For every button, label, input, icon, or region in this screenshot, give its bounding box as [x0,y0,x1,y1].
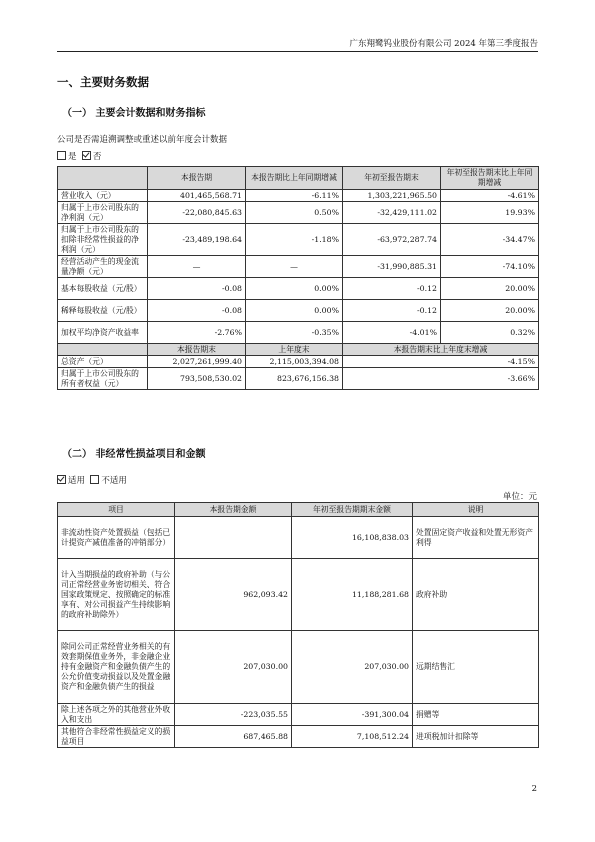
table-cell: -32,429,111.02 [343,202,441,224]
table-cell: -0.12 [343,300,441,322]
column-header: 年初至报告期末比上年同期增减 [441,167,539,190]
table-row [58,322,539,344]
table-cell: 0.50% [246,202,343,224]
table-cell: -34.47% [441,224,539,256]
header-divider [57,51,538,52]
restatement-question: 公司是否需追溯调整或重述以前年度会计数据 [57,135,228,145]
table-cell: -22,080,845.63 [148,202,246,224]
row-label: 非流动性资产处置损益（包括已计提资产减值准备的冲销部分） [58,517,175,559]
table-row [58,202,539,224]
table-cell: -2.76% [148,322,246,344]
table-cell: -31,990,885.31 [343,256,441,278]
row-note: 进项税加计扣除等 [413,726,539,748]
subsection-title-financial-data: （一） 主要会计数据和财务指标 [62,108,206,119]
table-cell: — [148,256,246,278]
table-cell: 823,676,156.38 [246,368,343,390]
row-note: 捐赠等 [413,704,539,726]
table-row [58,704,539,726]
table-row [58,517,539,559]
row-label: 归属于上市公司股东的扣除非经常性损益的净利润（元） [58,224,148,256]
page-number: 2 [531,784,537,794]
checkbox-no[interactable] [82,151,91,160]
column-header [58,344,148,356]
column-header: 年初至报告期末 [343,167,441,190]
not-applicable-label: 不适用 [101,476,127,486]
table-cell: 793,508,530.02 [148,368,246,390]
column-header: 本报告期 [148,167,246,190]
column-header: 本报告期末 [148,344,246,356]
table-cell: -0.08 [148,278,246,300]
column-header: 项目 [58,503,175,517]
table-row [58,631,539,704]
checkbox-not-applicable[interactable] [90,475,99,484]
row-label: 归属于上市公司股东的净利润（元） [58,202,148,224]
checkbox-yes[interactable] [57,151,66,160]
table-cell: -4.61% [441,190,539,202]
column-header: 年初至报告期期末金额 [292,503,413,517]
table-cell: 207,030.00 [292,631,413,704]
table-cell: -74.10% [441,256,539,278]
unit-label: 单位：元 [502,492,537,502]
row-label: 营业收入（元） [58,190,148,202]
restatement-options [57,150,101,162]
table-row [58,224,539,256]
table-cell: -23,489,198.64 [148,224,246,256]
row-note: 政府补助 [413,559,539,631]
table-cell: 401,465,568.71 [148,190,246,202]
table-row [58,190,539,202]
table-cell: -4.15% [343,356,539,368]
row-label: 经营活动产生的现金流量净额（元） [58,256,148,278]
table-cell: 0.00% [246,278,343,300]
applicability-options [57,474,127,486]
row-label: 计入当期损益的政府补助（与公司正常经营业务密切相关、符合国家政策规定、按照确定的标准享有、对公司损益产生持续影响的政府补助除外） [58,559,175,631]
table-row [58,300,539,322]
table-cell: 20.00% [441,300,539,322]
section-title: 一、主要财务数据 [57,75,149,89]
table-cell [175,517,292,559]
column-header: 上年度末 [246,344,343,356]
table-cell: -0.35% [246,322,343,344]
applicable-label: 适用 [68,476,86,486]
nonrecurring-items-table [57,502,539,748]
row-label: 除上述各项之外的其他营业外收入和支出 [58,704,175,726]
table-subheader-row [58,344,539,356]
table-cell: 7,108,512.24 [292,726,413,748]
table-row [58,368,539,390]
table-row [58,559,539,631]
column-header: 本报告期末比上年度末增减 [343,344,539,356]
row-label: 其他符合非经常性损益定义的损益项目 [58,726,175,748]
table-cell: -1.18% [246,224,343,256]
table-cell: -391,300.04 [292,704,413,726]
table-cell: 0.32% [441,322,539,344]
table-cell: 0.00% [246,300,343,322]
table-cell: -0.08 [148,300,246,322]
option-yes-label: 是 [68,152,77,162]
column-header [58,167,148,190]
table-cell: -223,035.55 [175,704,292,726]
column-header: 说明 [413,503,539,517]
table-cell: 16,108,838.03 [292,517,413,559]
option-no-label: 否 [92,152,102,162]
column-header: 本报告期比上年同期增减 [246,167,343,190]
report-header-title: 广东翔鹭钨业股份有限公司 2024 年第三季度报告 [349,39,538,49]
table-row [58,278,539,300]
column-header: 本报告期金额 [175,503,292,517]
row-label: 稀释每股收益（元/股） [58,300,148,322]
table-row [58,356,539,368]
checkbox-applicable[interactable] [57,475,66,484]
table-cell: 2,027,261,999.40 [148,356,246,368]
table-row [58,256,539,278]
row-label: 总资产（元） [58,356,148,368]
table-cell: 19.93% [441,202,539,224]
table-cell: 11,188,281.68 [292,559,413,631]
table-cell: 20.00% [441,278,539,300]
table-cell: -4.01% [343,322,441,344]
row-label: 基本每股收益（元/股） [58,278,148,300]
table-cell: 2,115,003,394.08 [246,356,343,368]
table-cell: -6.11% [246,190,343,202]
subsection-title-nonrecurring: （二） 非经常性损益项目和金额 [62,449,206,460]
table-header-row [58,503,539,517]
table-cell: 962,093.42 [175,559,292,631]
table-header-row [58,167,539,190]
row-note: 处置固定资产收益和处置无形资产利得 [413,517,539,559]
table-cell: -3.66% [343,368,539,390]
row-label: 加权平均净资产收益率 [58,322,148,344]
table-cell: 1,303,221,965.50 [343,190,441,202]
row-label: 除同公司正常经营业务相关的有效套期保值业务外，非金融企业持有金融资产和金融负债产生的公允价值变动损益以及处置金融资产和金融负债产生的损益 [58,631,175,704]
key-financial-data-table [57,166,539,390]
row-note: 远期结售汇 [413,631,539,704]
table-cell: -0.12 [343,278,441,300]
table-cell: — [246,256,343,278]
table-cell: -63,972,287.74 [343,224,441,256]
row-label: 归属于上市公司股东的所有者权益（元） [58,368,148,390]
table-cell: 207,030.00 [175,631,292,704]
table-row [58,726,539,748]
table-cell: 687,465.88 [175,726,292,748]
